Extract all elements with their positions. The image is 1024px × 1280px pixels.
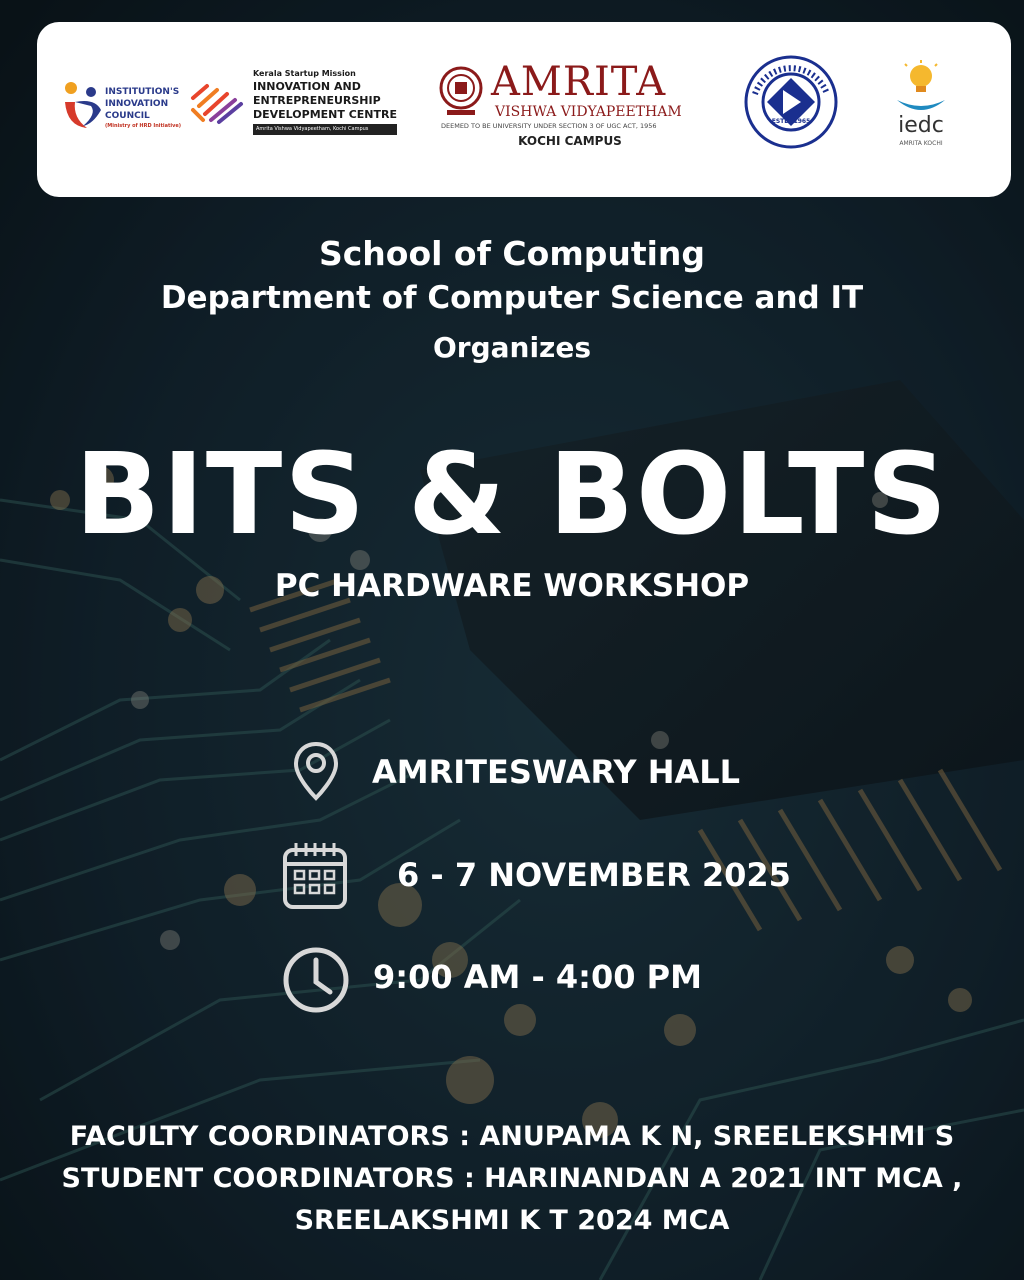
location-pin-icon (292, 740, 340, 804)
clock-icon (282, 946, 350, 1014)
date-text: 6 - 7 NOVEMBER 2025 (397, 856, 791, 894)
amrita-name: AMRITA (491, 59, 667, 105)
student-coordinators-cont: SREELAKSHMI K T 2024 MCA (294, 1205, 730, 1236)
iic-line1: INSTITUTION'S (105, 87, 180, 97)
ksum-arrows-icon (189, 80, 245, 126)
iic-line4: (Ministry of HRD Initiative) (105, 123, 182, 129)
amrita-logo (439, 59, 701, 154)
iic-line3: COUNCIL (105, 111, 150, 121)
amrita-emblem-icon (439, 64, 483, 118)
ksum-line5: Amrita Vishwa Vidyapeetham, Kochi Campus (253, 124, 397, 135)
amrita-sub: VISHWA VIDYAPEETHAM (495, 104, 682, 120)
ksum-line1: Kerala Startup Mission (253, 69, 356, 78)
student-coordinators: STUDENT COORDINATORS : HARINANDAN A 2021 INT MCA , (61, 1163, 963, 1194)
ksum-line3: ENTREPRENEURSHIP (253, 94, 381, 107)
csi-logo (743, 54, 839, 150)
event-subtitle: PC HARDWARE WORKSHOP (274, 568, 750, 604)
csi-estd: ESTD. 1965 (771, 118, 811, 125)
calendar-icon (282, 840, 348, 910)
iedc-logo (883, 60, 959, 156)
iic-logo (61, 78, 182, 138)
amrita-deemed: DEEMED TO BE UNIVERSITY UNDER SECTION 3 OF UGC ACT, 1956 (441, 122, 657, 130)
iedc-sub: AMRITA KOCHI (899, 140, 943, 147)
venue-text: AMRITESWARY HALL (372, 753, 741, 791)
time-text: 9:00 AM - 4:00 PM (373, 958, 702, 996)
logo-bar (37, 22, 1011, 197)
ksum-iedc-logo (189, 68, 411, 144)
organizes-text: Organizes (432, 331, 592, 364)
iic-line2: INNOVATION (105, 99, 169, 109)
school-heading: School of Computing (318, 234, 706, 273)
lightbulb-hand-icon (891, 60, 951, 116)
iedc-name: iedc (898, 113, 944, 138)
ksum-line2: INNOVATION AND (253, 80, 361, 93)
department-heading: Department of Computer Science and IT (160, 280, 864, 316)
ksum-line4: DEVELOPMENT CENTRE (253, 108, 397, 121)
amrita-campus: KOCHI CAMPUS (518, 134, 622, 148)
faculty-coordinators: FACULTY COORDINATORS : ANUPAMA K N, SREELEKSHMI S (69, 1121, 955, 1152)
iic-emblem-icon (61, 80, 105, 134)
event-title: BITS & BOLTS (74, 430, 950, 560)
csi-emblem-icon (743, 54, 839, 150)
